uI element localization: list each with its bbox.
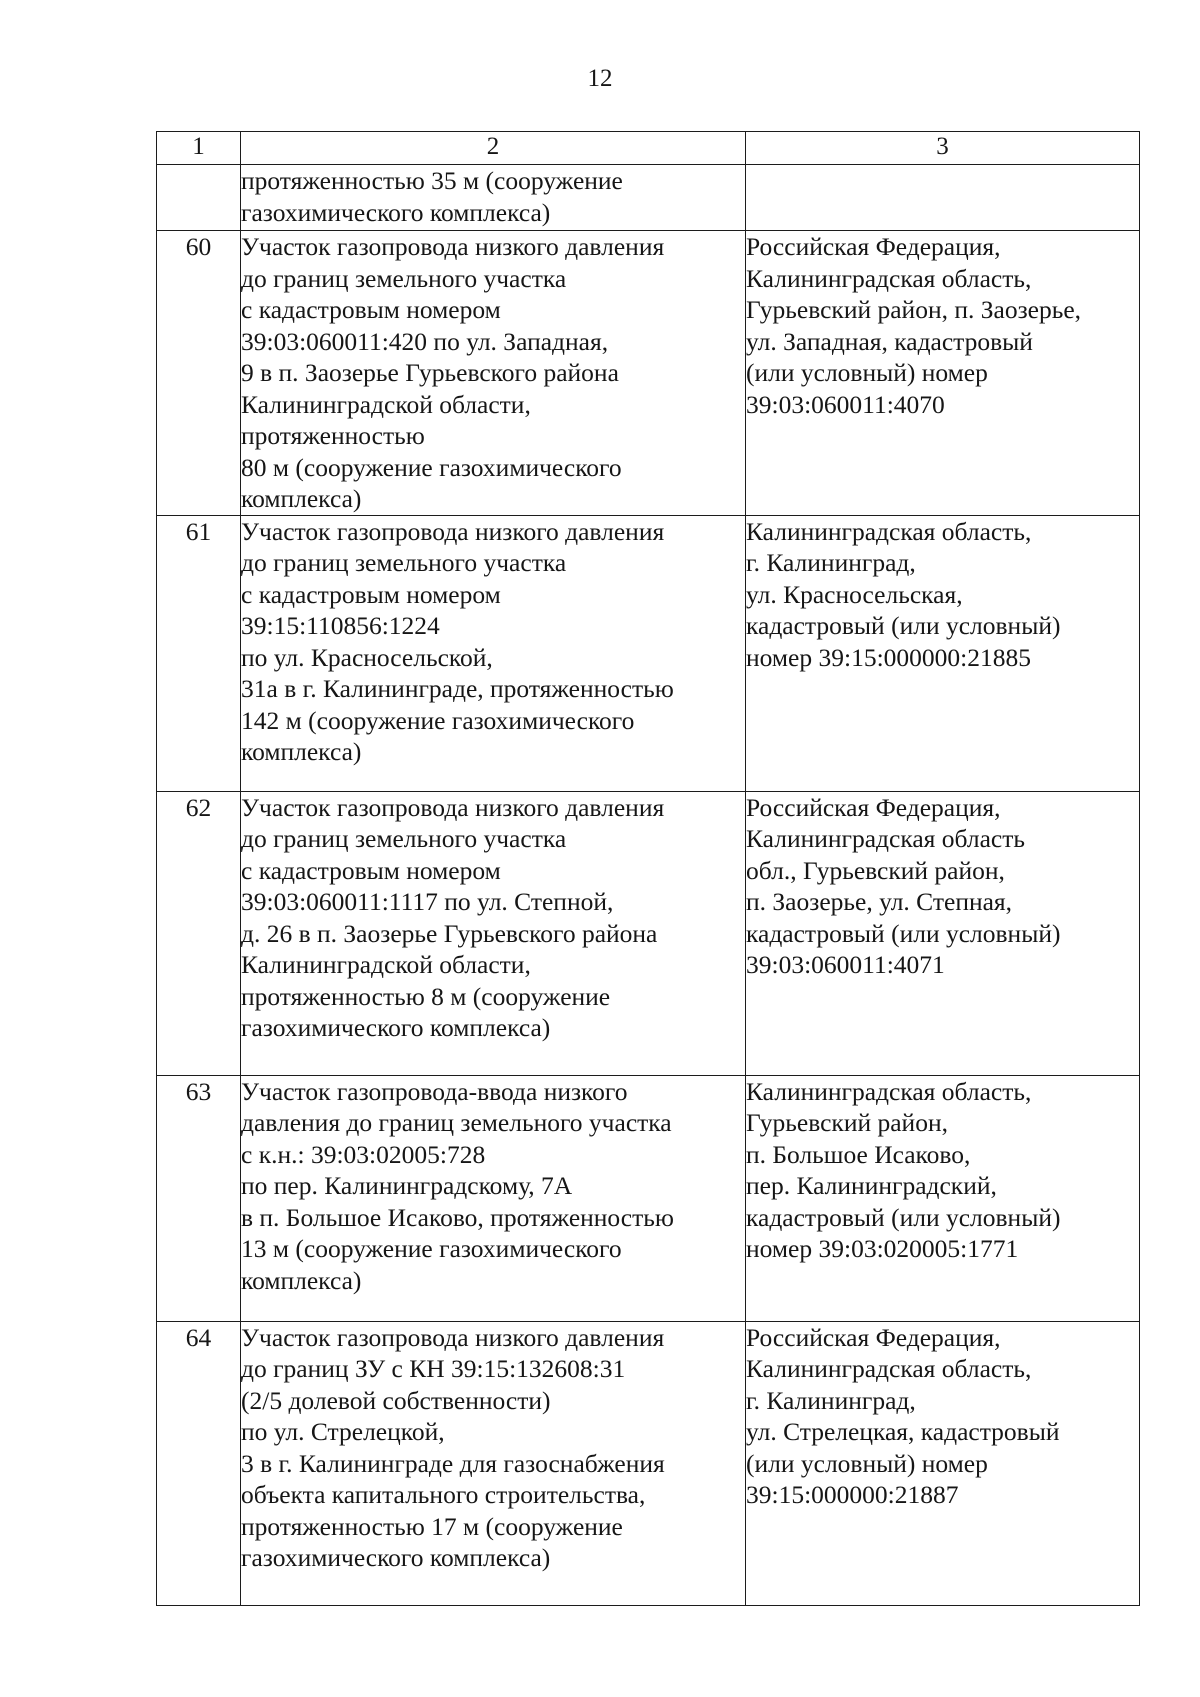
table-row (157, 791, 1140, 1075)
address-line: Калининградская область, (746, 1354, 1032, 1383)
row-number (157, 165, 241, 231)
address-line: пер. Калининградский, (746, 1171, 997, 1200)
address-line: Калининградская область, (746, 1076, 1032, 1106)
address-line: Калининградская область, (746, 263, 1032, 293)
address-line: обл., Гурьевский район, (746, 855, 1005, 885)
description-line: комплекса) (241, 484, 362, 513)
address-line: Гурьевский район, (746, 1108, 948, 1137)
address-line: Калининградская область, (746, 516, 1032, 546)
table-row (157, 515, 1140, 791)
description-line: Участок газопровода-ввода низкого (241, 1076, 628, 1106)
description-line: 39:03:060011:420 по ул. Западная, (241, 326, 609, 356)
header-row (157, 132, 1140, 165)
column-header-address: 3 (746, 132, 1140, 165)
row-number: 60 (157, 231, 241, 516)
row-description (241, 1075, 746, 1321)
row-number: 61 (157, 515, 241, 791)
description-line: по ул. Стрелецкой, (241, 1417, 445, 1446)
row-address (746, 231, 1140, 516)
address-line: кадастровый (или условный) (746, 1202, 1061, 1232)
description-line: до границ ЗУ с КН 39:15:132608:31 (241, 1354, 626, 1383)
description-line: протяженностью (241, 421, 425, 450)
page-number: 12 (587, 65, 613, 92)
address-line: (или условный) номер (746, 358, 988, 387)
table-row (157, 1075, 1140, 1321)
registry-table (156, 131, 1140, 1606)
description-line: Участок газопровода низкого давления (241, 232, 665, 261)
description-line: комплекса) (241, 737, 362, 766)
description-line: по ул. Красносельской, (241, 642, 493, 672)
row-description (241, 1321, 746, 1605)
description-line: Калининградской области, (241, 389, 531, 419)
description-line: газохимического комплекса) (241, 1013, 551, 1042)
address-line: п. Большое Исаково, (746, 1139, 971, 1169)
description-line: 39:15:110856:1224 (241, 611, 440, 640)
description-line: газохимического комплекса) (241, 197, 551, 227)
description-line: Участок газопровода низкого давления (241, 1322, 665, 1352)
row-number: 64 (157, 1321, 241, 1605)
description-line: объекта капитального строительства, (241, 1480, 646, 1509)
table-row (157, 231, 1140, 516)
description-line: 31а в г. Калининграде, протяженностью (241, 674, 674, 703)
description-line: до границ земельного участка (241, 263, 567, 293)
table-row (157, 1321, 1140, 1605)
column-header-number: 1 (157, 132, 241, 165)
address-line: 39:03:060011:4071 (746, 950, 945, 979)
address-line: Калининградская область (746, 824, 1025, 853)
row-description (241, 231, 746, 516)
address-line: ул. Стрелецкая, кадастровый (746, 1417, 1060, 1446)
description-line: (2/5 долевой собственности) (241, 1385, 551, 1415)
description-line: с кадастровым номером (241, 855, 501, 885)
address-line: г. Калининград, (746, 1385, 916, 1415)
address-line: г. Калининград, (746, 548, 916, 577)
description-line: по пер. Калининградскому, 7А (241, 1171, 573, 1200)
description-line: с кадастровым номером (241, 295, 501, 324)
address-line: Российская Федерация, (746, 1322, 1001, 1352)
row-description (241, 791, 746, 1075)
description-line: давления до границ земельного участка (241, 1108, 672, 1137)
description-line: 39:03:060011:1117 по ул. Степной, (241, 887, 614, 916)
row-address (746, 515, 1140, 791)
row-number: 63 (157, 1075, 241, 1321)
description-line: 142 м (сооружение газохимического (241, 705, 635, 735)
description-line: протяженностью 35 м (сооружение (241, 166, 623, 195)
description-line: до границ земельного участка (241, 824, 567, 853)
address-line: Гурьевский район, п. Заозерье, (746, 295, 1082, 324)
address-line: кадастровый (или условный) (746, 918, 1061, 948)
table-row-continuation (157, 165, 1140, 231)
address-line: 39:15:000000:21887 (746, 1480, 959, 1509)
address-line: кадастровый (или условный) (746, 611, 1061, 640)
description-line: протяженностью 8 м (сооружение (241, 981, 611, 1011)
description-line: протяженностью 17 м (сооружение (241, 1511, 623, 1541)
description-line: 3 в г. Калининграде для газоснабжения (241, 1448, 665, 1478)
description-line: 13 м (сооружение газохимического (241, 1234, 622, 1263)
row-description (241, 165, 746, 231)
row-address (746, 1321, 1140, 1605)
description-line: Калининградской области, (241, 950, 531, 979)
address-line: ул. Красносельская, (746, 579, 963, 609)
row-address (746, 791, 1140, 1075)
description-line: 9 в п. Заозерье Гурьевского района (241, 358, 619, 387)
description-line: с к.н.: 39:03:02005:728 (241, 1139, 486, 1169)
description-line: газохимического комплекса) (241, 1543, 551, 1572)
address-line: номер 39:15:000000:21885 (746, 642, 1031, 672)
row-description (241, 515, 746, 791)
description-line: Участок газопровода низкого давления (241, 516, 665, 546)
row-number: 62 (157, 791, 241, 1075)
address-line: (или условный) номер (746, 1448, 988, 1478)
address-line: п. Заозерье, ул. Степная, (746, 887, 1013, 916)
description-line: с кадастровым номером (241, 579, 501, 609)
description-line: в п. Большое Исаково, протяженностью (241, 1202, 674, 1232)
address-line: номер 39:03:020005:1771 (746, 1234, 1019, 1263)
address-line: 39:03:060011:4070 (746, 389, 945, 419)
row-address (746, 165, 1140, 231)
description-line: комплекса) (241, 1265, 362, 1295)
description-line: д. 26 в п. Заозерье Гурьевского района (241, 918, 658, 948)
column-header-description: 2 (241, 132, 746, 165)
row-address (746, 1075, 1140, 1321)
description-line: 80 м (сооружение газохимического (241, 452, 622, 482)
address-line: ул. Западная, кадастровый (746, 326, 1033, 356)
description-line: до границ земельного участка (241, 548, 567, 577)
address-line: Российская Федерация, (746, 232, 1001, 261)
description-line: Участок газопровода низкого давления (241, 792, 665, 822)
address-line: Российская Федерация, (746, 792, 1001, 822)
